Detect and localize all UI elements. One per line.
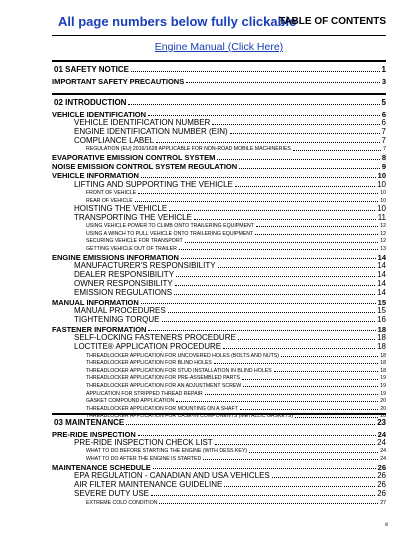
toc-page-number-link[interactable]: 26 — [377, 471, 386, 481]
toc-entry-label: OWNER RESPONSIBILITY — [74, 279, 173, 289]
toc-detail-entry[interactable] — [52, 196, 386, 204]
toc-subheading-entry[interactable] — [52, 261, 386, 270]
toc-entry-label: THREADLOCKER APPLICATION FOR CASE-IN COMPONENTS (METALLIC GASKETS) — [86, 413, 294, 420]
toc-subheading-entry[interactable] — [52, 315, 386, 324]
page-number: iii — [384, 522, 388, 528]
toc-entry-label: FASTENER INFORMATION — [52, 324, 147, 334]
toc-detail-entry[interactable] — [52, 366, 386, 374]
toc-heading-entry[interactable] — [52, 76, 386, 85]
toc-detail-entry[interactable] — [52, 145, 386, 153]
toc-entry-label: GASKET COMPOUND APPLICATION — [86, 398, 175, 405]
toc-page-number-link[interactable]: 11 — [377, 212, 386, 222]
toc-entry-label: THREADLOCKER APPLICATION FOR MOUNTING ON A SHAFT — [86, 405, 238, 412]
toc-detail-entry[interactable] — [52, 374, 386, 382]
toc-entry-label: ENGINE IDENTIFICATION NUMBER (EIN) — [74, 127, 228, 136]
clickable-notice-title: All page numbers below fully clickable — [58, 14, 297, 29]
toc-entry-label: THREADLOCKER APPLICATION FOR BLIND HOLES — [86, 360, 212, 367]
toc-entry-label: PRE-RIDE INSPECTION — [52, 429, 136, 438]
dot-leader — [162, 320, 376, 322]
toc-entry-label: SEVERE DUTY USE — [74, 489, 149, 499]
toc-section-introduction — [52, 93, 386, 420]
section-divider — [52, 60, 386, 62]
toc-entry-label: 02 INTRODUCTION — [54, 98, 127, 107]
toc-page-number-link[interactable]: 7 — [381, 127, 386, 136]
toc-heading-entry[interactable] — [52, 171, 386, 180]
toc-subheading-entry[interactable] — [52, 288, 386, 297]
toc-page-number-link[interactable]: 5 — [381, 98, 386, 107]
toc-chapter-entry[interactable] — [52, 64, 386, 74]
toc-page-number-link[interactable]: 26 — [377, 462, 386, 472]
toc-page-number-link[interactable]: 19 — [380, 390, 386, 397]
toc-entry-label: LIFTING AND SUPPORTING THE VEHICLE — [74, 179, 233, 189]
toc-subheading-entry[interactable] — [52, 136, 386, 145]
toc-entry-label: GETTING VEHICLE OUT OF TRAILER — [86, 245, 177, 252]
toc-subheading-entry[interactable] — [52, 342, 386, 351]
toc-entry-label: EVAPORATIVE EMISSION CONTROL SYSTEM — [52, 153, 216, 162]
toc-subheading-entry[interactable] — [52, 333, 386, 342]
toc-heading-entry[interactable] — [52, 162, 386, 171]
toc-detail-entry[interactable] — [52, 397, 386, 405]
toc-page-number-link[interactable]: 8 — [381, 153, 386, 162]
toc-page-number-link[interactable]: 18 — [377, 342, 386, 352]
toc-entry-label: ENGINE EMISSIONS INFORMATION — [52, 252, 179, 262]
dot-leader — [153, 467, 376, 469]
dot-leader — [218, 266, 376, 268]
toc-page-number-link[interactable]: 15 — [377, 297, 386, 307]
toc-page-number-link[interactable]: 20 — [380, 413, 386, 420]
toc-page-number-link[interactable]: 18 — [380, 352, 386, 359]
toc-page-number-link[interactable]: 9 — [381, 162, 386, 171]
toc-page-number-link[interactable]: 24 — [377, 438, 386, 447]
toc-entry-label: NOISE EMISSION CONTROL SYSTEM REGULATION — [52, 162, 238, 171]
toc-page-number-link[interactable]: 24 — [377, 429, 386, 438]
toc-page-number-link[interactable]: 10 — [377, 179, 386, 189]
toc-entry-label: REAR OF VEHICLE — [86, 197, 133, 204]
toc-page-number-link[interactable]: 6 — [381, 118, 386, 127]
toc-entry-label: VEHICLE IDENTIFICATION NUMBER — [74, 118, 211, 127]
toc-entry-label: MANUFACTURER'S RESPONSIBILITY — [74, 261, 216, 271]
toc-subheading-entry[interactable] — [52, 471, 386, 480]
toc-entry-label: REGULATION (EU) 2016/1628 APPLICABLE FOR NON-ROAD MOBILE MACHINERIES — [86, 146, 291, 153]
toc-page-number-link[interactable]: 1 — [381, 65, 386, 74]
toc-entry-label: THREADLOCKER APPLICATION FOR AN ADJUSTMENT SCREW — [86, 382, 242, 389]
toc-subheading-entry[interactable] — [52, 438, 386, 447]
dot-leader — [128, 103, 379, 105]
toc-page-number-link[interactable]: 20 — [380, 398, 386, 405]
toc-page-number-link[interactable]: 19 — [380, 375, 386, 382]
toc-detail-entry[interactable] — [52, 498, 386, 506]
toc-subheading-entry[interactable] — [52, 204, 386, 213]
toc-entry-label: LOCTITE® APPLICATION PROCEDURE — [74, 342, 222, 352]
toc-chapter-entry[interactable] — [52, 97, 386, 107]
toc-subheading-entry[interactable] — [52, 306, 386, 315]
toc-detail-entry[interactable] — [52, 222, 386, 230]
toc-entry-label: FRONT OF VEHICLE — [86, 189, 137, 196]
toc-heading-entry[interactable] — [52, 429, 386, 438]
dot-leader — [238, 338, 375, 340]
dot-leader — [168, 311, 375, 313]
toc-page-number-link[interactable]: 24 — [380, 448, 386, 455]
page-header — [52, 14, 386, 36]
toc-subheading-entry[interactable] — [52, 118, 386, 127]
dot-leader — [126, 423, 375, 425]
toc-page-number-link[interactable]: 27 — [380, 499, 386, 506]
dot-leader — [159, 502, 378, 504]
toc-subheading-entry[interactable] — [52, 480, 386, 489]
toc-subheading-entry[interactable] — [52, 489, 386, 498]
dot-leader — [240, 408, 378, 410]
toc-entry-label: HOISTING THE VEHICLE — [74, 203, 168, 213]
toc-entry-label: AIR FILTER MAINTENANCE GUIDELINE — [74, 480, 223, 490]
toc-entry-label: WHAT TO DO AFTER THE ENGINE IS STARTED — [86, 455, 202, 462]
toc-page-number-link[interactable]: 23 — [377, 418, 386, 427]
toc-page-number-link[interactable]: 24 — [380, 455, 386, 462]
toc-entry-label: VEHICLE IDENTIFICATION — [52, 109, 147, 118]
toc-page-number-link[interactable]: 15 — [377, 306, 386, 316]
toc-subheading-entry[interactable] — [52, 213, 386, 222]
toc-page-number-link[interactable]: 12 — [380, 223, 386, 230]
toc-page-number-link[interactable]: 14 — [377, 261, 386, 271]
toc-subheading-entry[interactable] — [52, 127, 386, 136]
dot-leader — [148, 114, 380, 116]
dot-leader — [243, 385, 378, 387]
toc-section-maintenance — [52, 413, 386, 506]
toc-page-number-link[interactable]: 10 — [377, 171, 386, 180]
dot-leader — [156, 141, 380, 143]
dot-leader — [223, 347, 375, 349]
toc-page-number-link[interactable]: 13 — [380, 245, 386, 252]
toc-page-number-link[interactable]: 18 — [380, 367, 386, 374]
toc-heading-entry[interactable] — [52, 252, 386, 261]
dot-leader — [169, 209, 375, 211]
toc-page-number-link[interactable]: 10 — [377, 203, 386, 213]
toc-entry-label: THREADLOCKER APPLICATION FOR PRE-ASSEMBLED PARTS — [86, 375, 240, 382]
toc-page-number-link[interactable]: 14 — [377, 252, 386, 262]
toc-entry-label: TRANSPORTING THE VEHICLE — [74, 212, 192, 222]
toc-page-number-link[interactable]: 14 — [377, 270, 386, 280]
toc-entry-label: MANUAL INFORMATION — [52, 297, 139, 307]
dot-leader — [176, 275, 375, 277]
dot-leader — [174, 293, 375, 295]
dot-leader — [235, 185, 375, 187]
toc-entry-label: 01 SAFETY NOTICE — [54, 65, 129, 74]
dot-leader — [141, 302, 376, 304]
toc-chapter-entry[interactable] — [52, 417, 386, 427]
toc-entry-label: SELF-LOCKING FASTENERS PROCEDURE — [74, 333, 236, 343]
toc-entry-label: EMISSION REGULATIONS — [74, 288, 173, 298]
toc-detail-entry[interactable] — [52, 389, 386, 397]
toc-entry-label: MAINTENANCE SCHEDULE — [52, 462, 151, 472]
dot-leader — [239, 167, 380, 169]
toc-entry-label: THREADLOCKER APPLICATION FOR STUD INSTALLATION IN BLIND HOLES — [86, 367, 272, 374]
toc-entry-label: IMPORTANT SAFETY PRECAUTIONS — [52, 76, 185, 85]
toc-detail-entry[interactable] — [52, 229, 386, 237]
toc-page-number-link[interactable]: 18 — [380, 360, 386, 367]
header-divider — [52, 35, 386, 36]
toc-detail-entry[interactable] — [52, 359, 386, 367]
toc-heading-entry[interactable] — [52, 109, 386, 118]
toc-subheading-entry[interactable] — [52, 270, 386, 279]
toc-entry-label: APPLICATION FOR STRIPPED THREAD REPAIR — [86, 390, 203, 397]
toc-page-number-link[interactable]: 26 — [377, 489, 386, 499]
toc-page-number-link[interactable]: 19 — [380, 382, 386, 389]
toc-detail-entry[interactable] — [52, 447, 386, 455]
dot-leader — [151, 494, 375, 496]
dot-leader — [255, 233, 378, 235]
toc-page-number-link[interactable]: 14 — [377, 288, 386, 298]
dot-leader — [217, 158, 379, 160]
dot-leader — [256, 225, 378, 227]
toc-page-number-link[interactable]: 7 — [383, 146, 386, 153]
toc-page-number-link[interactable]: 26 — [377, 480, 386, 490]
dot-leader — [281, 355, 378, 357]
toc-entry-label: USING VEHICLE POWER TO CLIMB ONTO TRAILERING EQUIPMENT — [86, 223, 254, 230]
dot-leader — [224, 485, 375, 487]
toc-page-number-link[interactable]: 12 — [380, 230, 386, 237]
toc-detail-entry[interactable] — [52, 189, 386, 197]
toc-page-number-link[interactable]: 3 — [381, 76, 386, 85]
toc-heading-entry[interactable] — [52, 297, 386, 306]
dot-leader — [176, 400, 378, 402]
toc-entry-label: EPA REGULATION - CANADIAN AND USA VEHICLES — [74, 471, 270, 481]
toc-page-number-link[interactable]: 20 — [380, 405, 386, 412]
toc-entry-label: 03 MAINTENANCE — [54, 418, 125, 427]
dot-leader — [215, 443, 375, 445]
dot-leader — [138, 192, 378, 194]
toc-subheading-entry[interactable] — [52, 180, 386, 189]
dot-leader — [181, 257, 376, 259]
toc-entry-label: COMPLIANCE LABEL — [74, 136, 155, 145]
toc-heading: TABLE OF CONTENTS — [278, 16, 386, 27]
dot-leader — [214, 362, 378, 364]
dot-leader — [185, 241, 379, 243]
toc-page-number-link[interactable]: 10 — [380, 189, 386, 196]
section-divider — [52, 93, 386, 95]
toc-detail-entry[interactable] — [52, 237, 386, 245]
toc-heading-entry[interactable] — [52, 153, 386, 162]
toc-entry-label: DEALER RESPONSIBILITY — [74, 270, 175, 280]
toc-page-number-link[interactable]: 12 — [380, 238, 386, 245]
toc-detail-entry[interactable] — [52, 245, 386, 253]
toc-section-safety — [52, 60, 386, 85]
dot-leader — [230, 132, 380, 134]
toc-page-number-link[interactable]: 7 — [381, 136, 386, 145]
toc-entry-label: THREADLOCKER APPLICATION FOR UNCOVERED HOLES (BOLTS AND NUTS) — [86, 352, 279, 359]
dot-leader — [186, 81, 380, 83]
toc-entry-label: VEHICLE INFORMATION — [52, 171, 139, 180]
toc-page-number-link[interactable]: 10 — [380, 197, 386, 204]
dot-leader — [135, 200, 379, 202]
dot-leader — [274, 370, 379, 372]
toc-entry-label: PRE-RIDE INSPECTION CHECK LIST — [74, 438, 213, 447]
dot-leader — [212, 123, 379, 125]
toc-detail-entry[interactable] — [52, 455, 386, 463]
dot-leader — [194, 218, 376, 220]
toc-page-number-link[interactable]: 6 — [381, 109, 386, 118]
toc-entry-label: EXTREME COLD CONDITION — [86, 499, 158, 506]
toc-heading-entry[interactable] — [52, 462, 386, 471]
toc-page-number-link[interactable]: 18 — [377, 333, 386, 343]
dot-leader — [272, 476, 375, 478]
toc-detail-entry[interactable] — [52, 351, 386, 359]
toc-detail-entry[interactable] — [52, 404, 386, 412]
toc-page-number-link[interactable]: 14 — [377, 279, 386, 289]
dot-leader — [179, 248, 378, 250]
toc-entry-label: USING A WINCH TO PULL VEHICLE ONTO TRAILERING EQUIPMENT — [86, 230, 254, 237]
toc-entry-label: WHAT TO DO BEFORE STARTING THE ENGINE (WITH DESS KEY) — [86, 448, 248, 455]
toc-entry-label: MANUAL PROCEDURES — [74, 306, 166, 316]
toc-entry-label: SECURING VEHICLE FOR TRANSPORT — [86, 238, 183, 245]
dot-leader — [138, 434, 376, 436]
engine-manual-link[interactable]: Engine Manual (Click Here) — [154, 41, 284, 53]
toc-entry-label: TIGHTENING TORQUE — [74, 315, 160, 325]
dot-leader — [205, 393, 378, 395]
toc-heading-entry[interactable] — [52, 324, 386, 333]
section-divider — [52, 413, 386, 415]
dot-leader — [141, 176, 376, 178]
dot-leader — [148, 329, 375, 331]
dot-leader — [249, 451, 378, 453]
dot-leader — [242, 378, 378, 380]
toc-page-number-link[interactable]: 16 — [377, 315, 386, 325]
dot-leader — [131, 70, 380, 72]
dot-leader — [203, 458, 378, 460]
dot-leader — [175, 284, 375, 286]
toc-page-number-link[interactable]: 18 — [377, 324, 386, 334]
toc-detail-entry[interactable] — [52, 382, 386, 390]
dot-leader — [293, 149, 381, 151]
toc-subheading-entry[interactable] — [52, 279, 386, 288]
